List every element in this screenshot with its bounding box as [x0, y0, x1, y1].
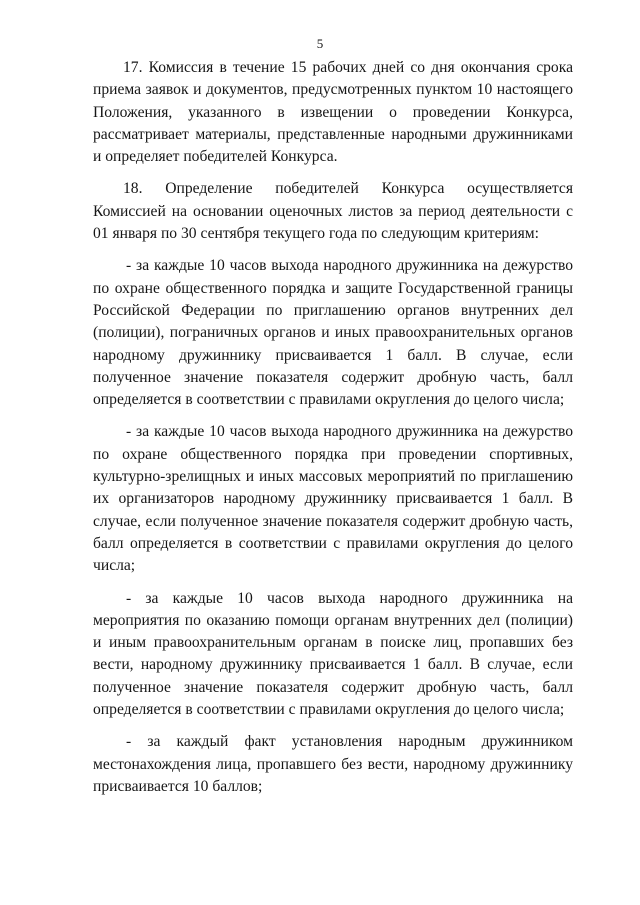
page-number: 5 [316, 36, 324, 51]
criterion-duty-mass-events: - за каждые 10 часов выхода народного дружинника на дежурство по охране общественного порядка при проведении спортивных, культурно-зрелищных и иных массовых мероприятий по приглашению их организаторов народному дружиннику присваивается 1 балл. В случае, если полученное значение показателя содержит дробную часть, балл определяется в соответствии с правилами округления до целого числа; [93, 423, 573, 575]
paragraph-17: 17. Комиссия в течение 15 рабочих дней со дня окончания срока приема заявок и документов, предусмотренных пунктом 10 настоящего Положения, указанного в извещении о проведении Конкурса, рассматривает материалы, представленные народными дружинниками и определяет победителей Конкурса. [93, 59, 573, 166]
criterion-duty-public-order-border: - за каждые 10 часов выхода народного дружинника на дежурство по охране общественного порядка и защите Государственной границы Российской Федерации по приглашению органов внутренних дел (полиции), пограничных органов и иных правоохранительных органов народному дружиннику присваивается 1 балл. В случае, если полученное значение показателя содержит дробную часть, балл определяется в соответствии с правилами округления до целого числа; [93, 257, 573, 409]
criterion-missing-persons-search: - за каждые 10 часов выхода народного дружинника на мероприятия по оказанию помощи органам внутренних дел (полиции) и иным правоохранительным органам в поиске лиц, пропавших без вести, народному дружиннику присваивается 1 балл. В случае, если полученное значение показателя содержит дробную часть, балл определяется в соответствии с правилами округления до целого числа; [93, 589, 573, 719]
paragraph-18: 18. Определение победителей Конкурса осуществляется Комиссией на основании оценочных листов за период деятельности с 01 января по 30 сентября текущего года по следующим критериям: [93, 180, 573, 243]
document-body [93, 57, 573, 798]
criterion-missing-person-located: - за каждый факт установления народным дружинником местонахождения лица, пропавшего без вести, народному дружиннику присваивается 10 баллов; [93, 733, 573, 795]
